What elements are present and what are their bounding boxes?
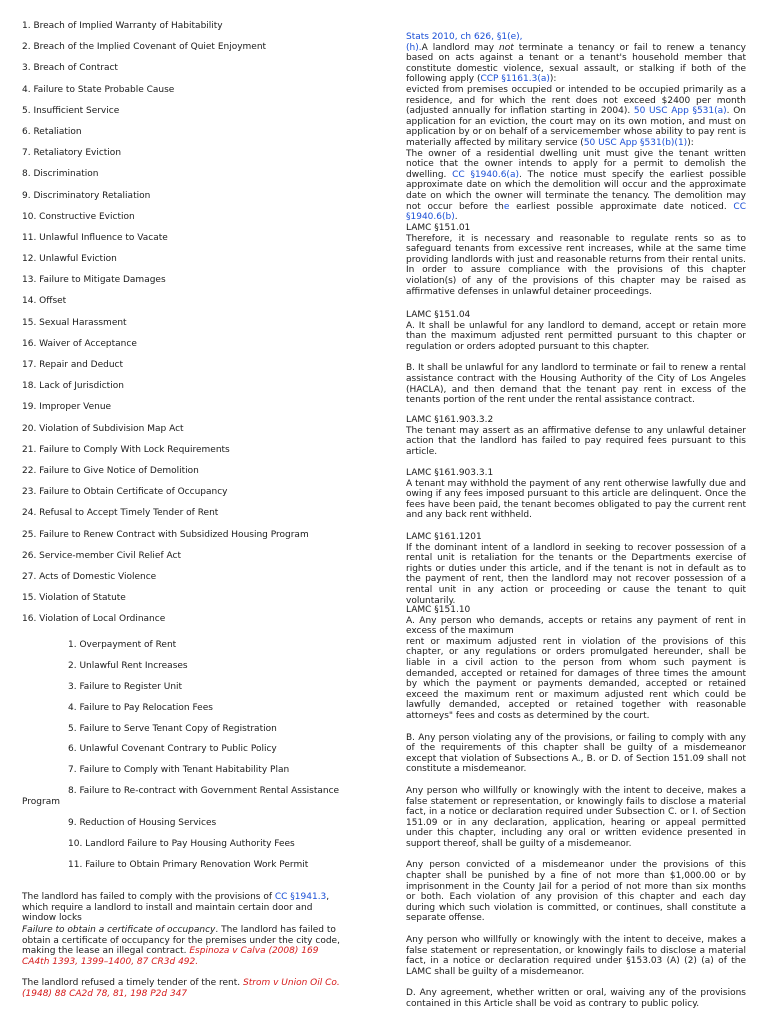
tender-paragraph [22, 978, 344, 999]
defense-item: 15. Sexual Harassment [22, 317, 127, 328]
defense-item: 12. Unlawful Eviction [22, 254, 117, 265]
section-heading: LAMC §161.903.3.2 [406, 415, 494, 425]
demo-text-d: . [454, 212, 458, 223]
section-paragraph: A. Any person who demands, accepts or retains any payment of rent in excess of the maximum [406, 615, 746, 637]
defense-list [22, 21, 309, 635]
defense-item: 10. Constructive Eviction [22, 211, 135, 222]
occupancy-heading: Failure to obtain a certificate of occupancy [22, 925, 216, 935]
defense-item: 26. Service-member Civil Relief Act [22, 550, 181, 561]
section-heading: LAMC §161.903.3.1 [406, 468, 494, 478]
local-ordinance-item: 11. Failure to Obtain Primary Renovation Work Permit [68, 860, 309, 871]
defense-item: 8. Discrimination [22, 169, 99, 180]
defense-item: 27. Acts of Domestic Violence [22, 571, 157, 582]
subsection-h-link[interactable]: (h). [406, 42, 422, 53]
defense-item: 17. Repair and Deduct [22, 360, 124, 370]
local-ordinance-item: 2. Unlawful Rent Increases [68, 660, 188, 671]
usc-531b1-link[interactable]: 50 USC App §531(b)(1) [583, 137, 688, 148]
dv-text-a: A landlord may [421, 42, 500, 53]
lamc-161-903-3-1-section [406, 468, 746, 521]
strom-citation[interactable]: Strom v Union Oil Co. (1948) 88 CA2d 78, 81, 198 P2d 347 [22, 978, 340, 999]
evicted-text-b: . On application for an eviction, the court may on its own motion, and must on application by or on behalf of a servicemember whose ability to pay rent is materially affected by military service ( [406, 106, 746, 148]
usc-531a-link[interactable]: 50 USC App §531(a) [633, 106, 727, 117]
defense-item: 18. Lack of Jurisdiction [22, 381, 124, 392]
defense-item: 15. Violation of Statute [22, 593, 126, 604]
defense-item: 21. Failure to Comply With Lock Requirements [22, 444, 230, 455]
evicted-text-c: ): [687, 137, 694, 148]
demolition-paragraph [406, 149, 746, 223]
ccp-1161-3-link[interactable]: CCP §1161.3(a) [480, 74, 550, 85]
lock-requirements-paragraph [22, 892, 344, 924]
occupancy-paragraph [22, 925, 344, 967]
defense-item: 7. Retaliatory Eviction [22, 148, 122, 159]
demo-text-b: . The notice must specify the earliest possible approximate date on which the demolition will occur and the approximate date on which the owner will terminate the tenancy. The demolition may not occur before th [406, 169, 746, 212]
defense-item: 3. Breach of Contract [22, 63, 118, 74]
demo-text-a: The owner of a residential dwelling unit must give the tenant written notice that the owner intends to apply for a permit to demolish the dwelling. [406, 148, 746, 180]
occupancy-text: . The landlord has failed to obtain a certificate of occupancy for the premises under the city code, making the lease an illegal contract. [22, 925, 340, 957]
defense-item: 5. Insufficient Service [22, 105, 120, 116]
defense-item: 19. Improper Venue [22, 402, 112, 413]
local-ordinance-item: 3. Failure to Register Unit [68, 681, 183, 692]
demo-text-c: earliest possible approximate date noticed. [509, 201, 734, 212]
lamc-161-1201-section [406, 532, 746, 606]
section-paragraph: B. It shall be unlawful for any landlord to terminate or fail to renew a rental assistance contract with the Housing Authority of the City of Los Angeles (HACLA), and then demand that the tenant pay rent in excess of the tenants portion of the rent under the rental assistance contract. [406, 363, 746, 406]
local-ordinance-item: 4. Failure to Pay Relocation Fees [68, 702, 213, 713]
defense-item: 24. Refusal to Accept Timely Tender of Rent [22, 508, 219, 519]
section-paragraph: B. Any person violating any of the provisions, or failing to comply with any of the requirements of this chapter shall be guilty of a misdemeanor except that violation of Subsections A., B. or D. of Section 151.09 shall not constitute a misdemeanor. [406, 732, 746, 775]
dv-not-emphasis: not [499, 42, 514, 53]
stats-2010-link[interactable]: Stats 2010, ch 626, §1(e), [406, 32, 523, 42]
section-heading: LAMC §161.1201 [406, 532, 482, 542]
tender-text: The landlord refused a timely tender of the rent. [22, 978, 244, 988]
section-heading: LAMC §151.01 [406, 223, 471, 233]
section-paragraph: If the dominant intent of a landlord in seeking to recover possession of a rental unit is retaliation for the tenants or the Departments exercise of rights or duties under this article, and if the tenant is not in default as to the payment of rent, then the landlord may not recover possession of a rental unit in any action or proceeding or cause the tenant to quit voluntarily. [406, 542, 746, 606]
defense-item: 4. Failure to State Probable Cause [22, 84, 175, 95]
defense-item: 13. Failure to Mitigate Damages [22, 275, 166, 286]
lamc-151-10-section [406, 605, 746, 1010]
servicemember-paragraph [406, 85, 746, 149]
defense-item: 22. Failure to Give Notice of Demolition [22, 465, 199, 476]
defense-item: 9. Discriminatory Retaliation [22, 190, 151, 201]
demo-text-e: e [503, 201, 510, 212]
cc-1940-6b-link[interactable]: CC §1940.6(b) [406, 201, 746, 223]
local-ordinance-item: 10. Landlord Failure to Pay Housing Authority Fees [68, 839, 295, 850]
local-ordinance-item: 6. Unlawful Covenant Contrary to Public Policy [68, 744, 277, 755]
local-ordinance-item: 9. Reduction of Housing Services [68, 818, 217, 829]
section-paragraph: Therefore, it is necessary and reasonable to regulate rents so as to safeguard tenants from excessive rent increases, while at the same time providing landlords with just and reasonable returns from their rental units. In order to assure compliance with the provisions of this chapter violation(s) of any of the provisions of this chapter may be raised as affirmative defenses in unlawful detainer proceedings. [406, 233, 746, 297]
lamc-161-903-3-2-section [406, 415, 746, 457]
defense-item: 16. Violation of Local Ordinance [22, 614, 166, 625]
local-ordinance-item: 8. Failure to Re-contract with Government Rental Assistance Program [22, 786, 340, 807]
defense-item: 23. Failure to Obtain Certificate of Occupancy [22, 487, 228, 498]
dv-text-c: ): [549, 74, 557, 85]
section-paragraph: Any person who willfully or knowingly with the intent to deceive, makes a false statement or representation, or knowingly fails to disclose a material fact, in a notice or declaration required under §153.03 (A) (2) (a) of the LAMC shall be guilty of a misdemeanor. [406, 935, 746, 977]
defense-item: 14. Offset [22, 296, 67, 307]
cc-1941-3-link[interactable]: CC §1941.3 [274, 892, 327, 902]
section-paragraph: A. It shall be unlawful for any landlord to demand, accept or retain more than the maximum adjusted rent permitted pursuant to this chapter or regulation or orders adopted pursuant to this chapter. [406, 320, 746, 352]
defense-item: 16. Waiver of Acceptance [22, 338, 137, 349]
evicted-text-a: evicted from premises occupied or intended to be occupied primarily as a residence, and for which the rent does not exceed $2400 per month (adjusted annually for inflation starting in 2004). [406, 84, 746, 117]
local-ordinance-item: 1. Overpayment of Rent [68, 640, 177, 650]
local-ordinance-item: 7. Failure to Comply with Tenant Habitability Plan [68, 765, 290, 776]
lock-text: The landlord has failed to comply with the provisions of [22, 892, 275, 902]
defense-item: 1. Breach of Implied Warranty of Habitability [22, 21, 223, 31]
lamc-151-01-section [406, 223, 746, 297]
defense-item: 25. Failure to Renew Contract with Subsidized Housing Program [22, 529, 309, 540]
section-heading: LAMC §151.10 [406, 605, 471, 615]
section-paragraph: Any person convicted of a misdemeanor under the provisions of this chapter shall be punished by a fine of not more than $1,000.00 or by imprisonment in the County Jail for a period of not more than six months or both. Each violation of any provision of this chapter and each day during which such violation is committed, or continues, shall constitute a separate offense. [406, 860, 746, 924]
domestic-violence-paragraph [406, 43, 746, 85]
cc-1940-6a-link[interactable]: CC §1940.6(a) [452, 169, 519, 180]
section-heading: LAMC §151.04 [406, 310, 471, 320]
defense-item: 6. Retaliation [22, 126, 82, 137]
defense-item: 11. Unlawful Influence to Vacate [22, 232, 168, 243]
lamc-151-04-section [406, 310, 746, 406]
section-paragraph: Any person who willfully or knowingly with the intent to deceive, makes a false statement or representation, or knowingly fails to disclose a material fact, in a notice or declaration required under Subsection C. or I. of Section 151.09 or in any declaration, application, hearing or appeal permitted under this chapter, including any oral or written evidence presented in support thereof, shall be guilty of a misdemeanor. [406, 785, 746, 849]
lock-text-end: , which require a landlord to install and maintain certain door and window locks [22, 892, 330, 924]
section-paragraph: rent or maximum adjusted rent in violation of the provisions of this chapter, or any regulations or orders promulgated hereunder, shall be liable in a civil action to the person from whom such payment is demanded, accepted or retained for damages of three times the amount by which the payment or payments demanded, accepted or retained exceed the maximum rent or maximum adjusted rent which could be lawfully demanded, accepted or retained together with reasonable attorneys" fees and costs as determined by the court. [406, 636, 746, 721]
section-paragraph: The tenant may assert as an affirmative defense to any unlawful detainer action that the landlord has failed to pay required fees pursuant to this article. [406, 425, 746, 457]
section-paragraph: D. Any agreement, whether written or oral, waiving any of the provisions contained in this Article shall be void as contrary to public policy. [406, 988, 746, 1009]
defense-item: 20. Violation of Subdivision Map Act [22, 423, 184, 434]
dv-text-b: terminate a tenancy or fail to renew a tenancy based on acts against a tenant or a tenant's household member that constitute domestic violence, sexual assault, or stalking if both of the following apply ( [406, 42, 746, 85]
local-ordinance-item: 5. Failure to Serve Tenant Copy of Registration [68, 723, 277, 734]
espinoza-citation[interactable]: Espinoza v Calva (2008) 169 CA4th 1393, 1399–1400, 87 CR3d 492. [22, 946, 319, 967]
stats-line [406, 32, 746, 43]
local-ordinance-list [22, 640, 348, 881]
defense-item: 2. Breach of the Implied Covenant of Quiet Enjoyment [22, 42, 267, 53]
section-paragraph: A tenant may withhold the payment of any rent otherwise lawfully due and owing if any fees imposed pursuant to this article are delinquent. Once the fees have been paid, the tenant becomes obligated to pay the current rent and any back rent withheld. [406, 478, 746, 521]
statute-intro-block [406, 32, 746, 223]
